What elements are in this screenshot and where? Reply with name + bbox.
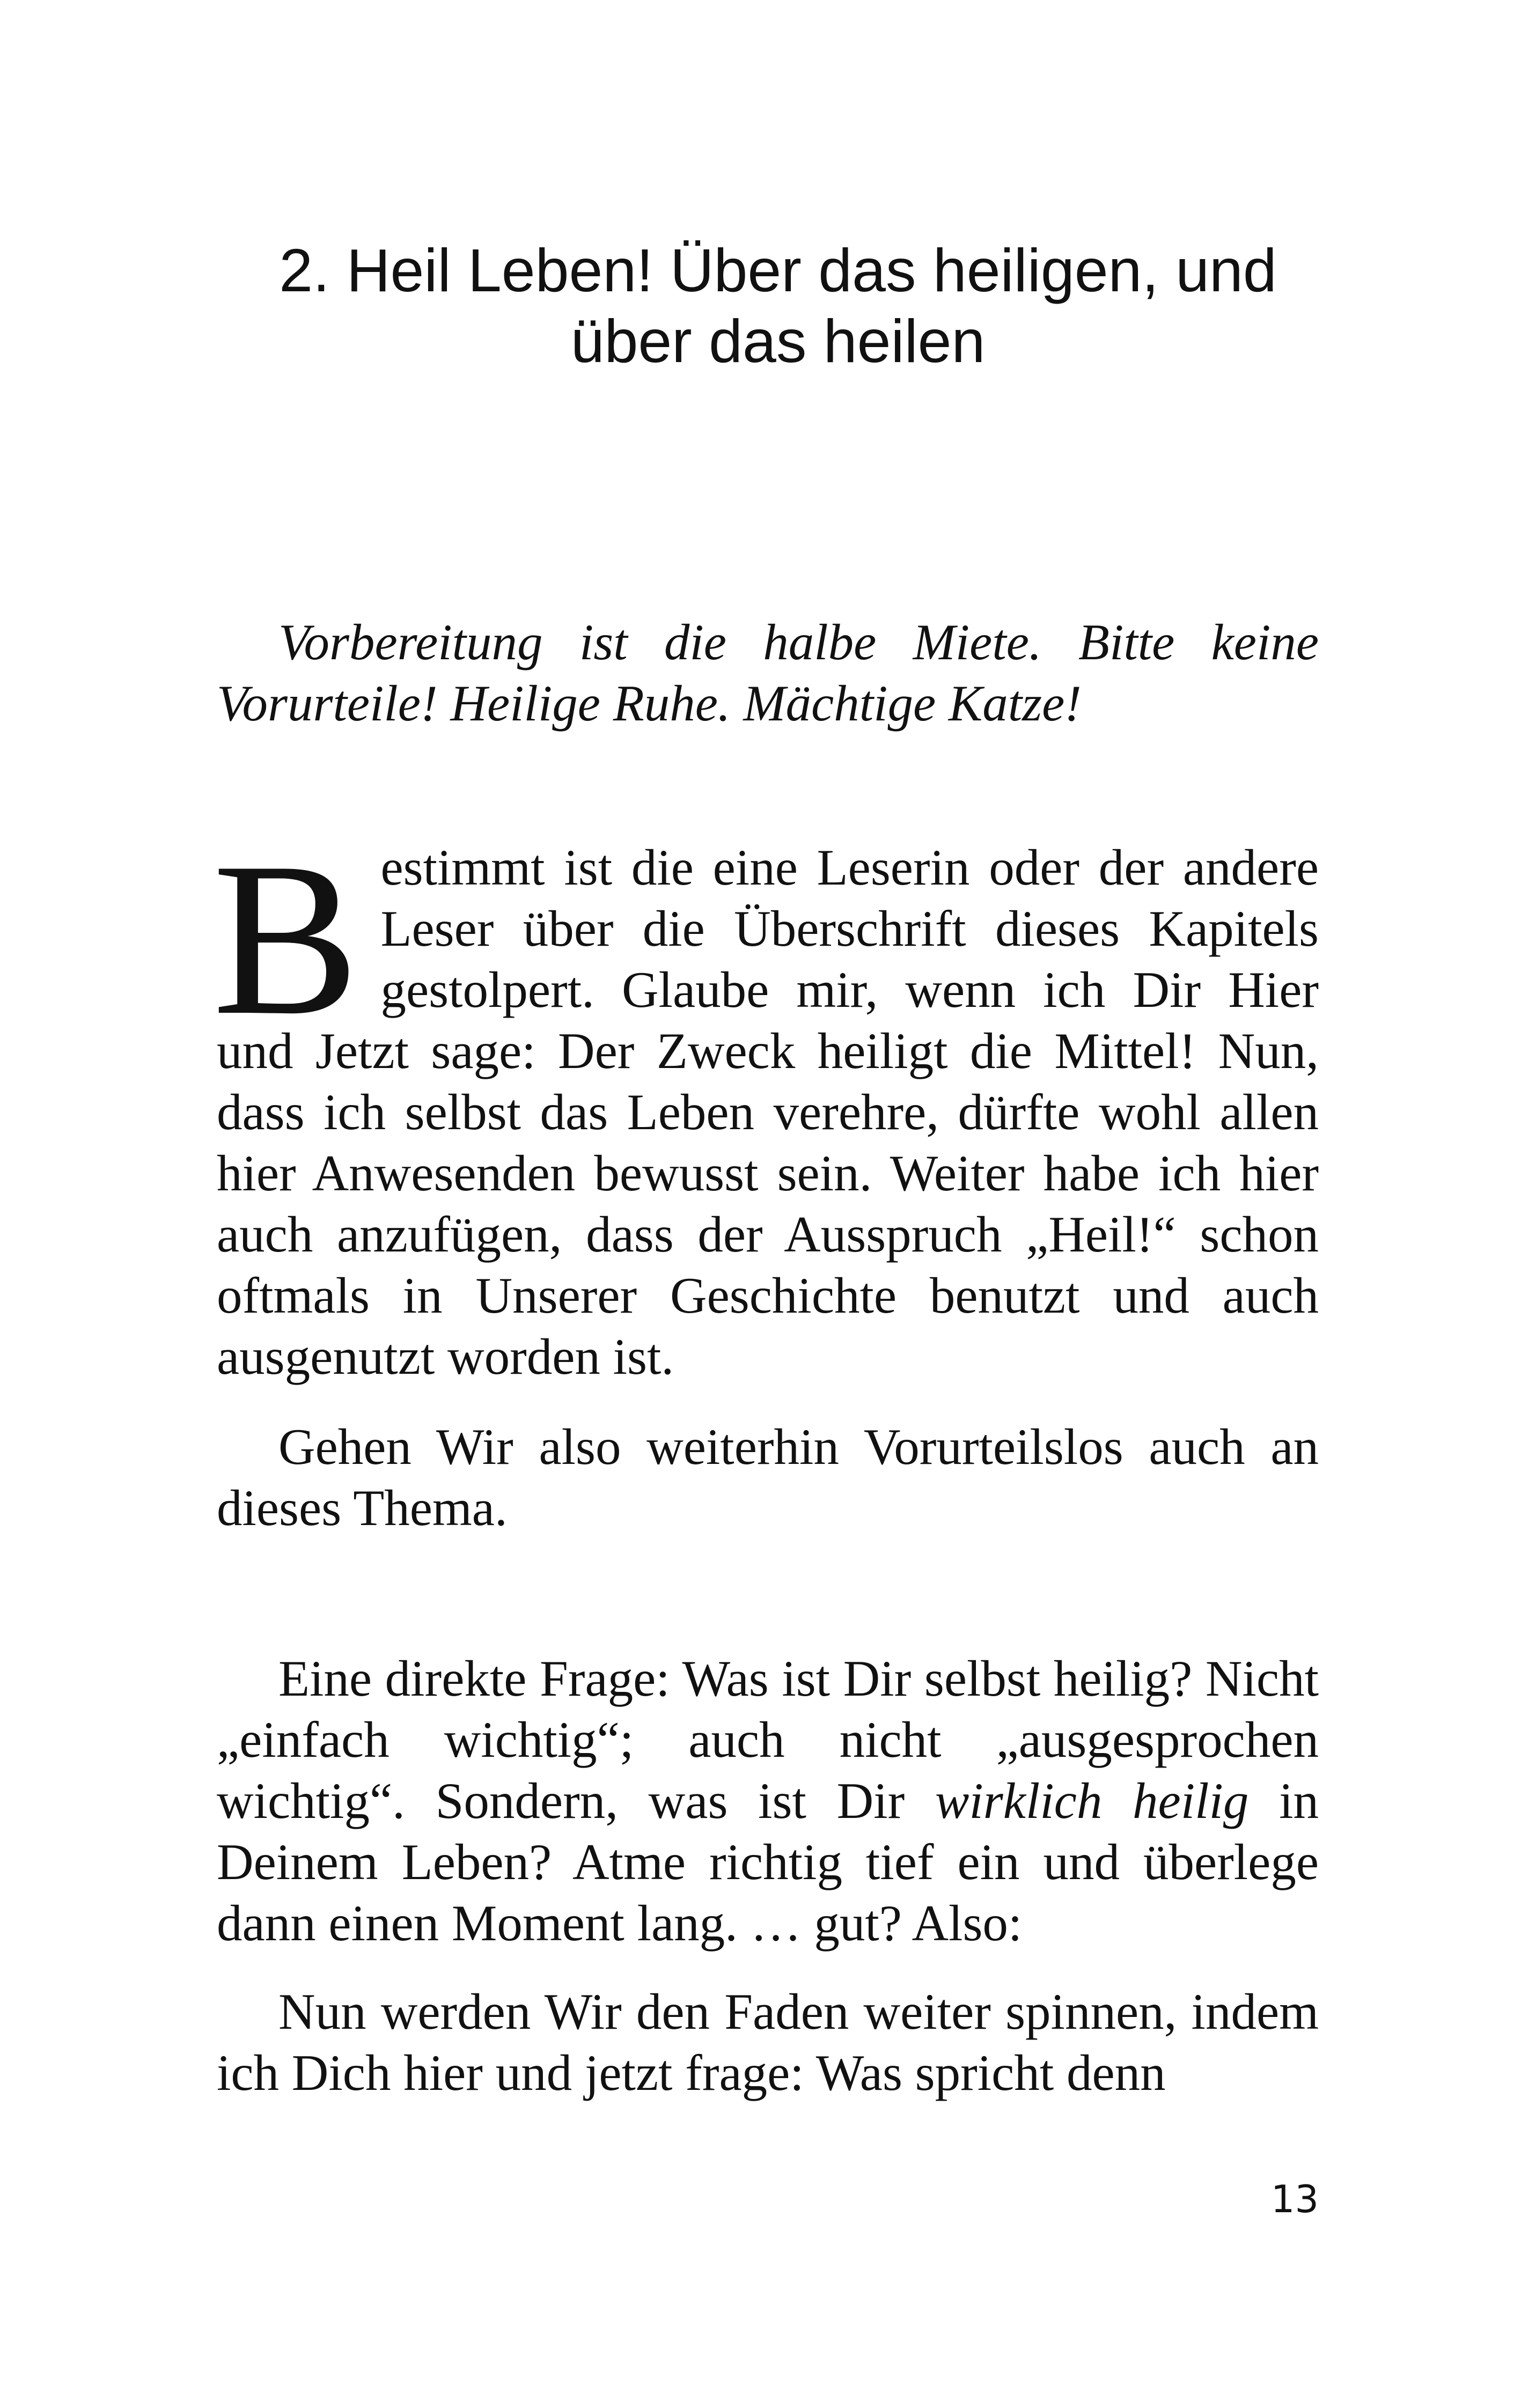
paragraph-3-emphasis: wirklich heilig — [935, 1772, 1249, 1829]
paragraph-1 — [212, 817, 1319, 1387]
paragraph-3 — [217, 1648, 1319, 1954]
paragraph-3-text-a: Eine direkte Frage: Was ist Dir selbst heilig? Nicht „einfach wichtig“; auch nicht „ausgesprochen wichtig“. Sondern, was ist Dir — [217, 1650, 1319, 1829]
epigraph: Vorbereitung ist die halbe Miete. Bitte keine Vorurteile! Heilige Ruhe. Mächtige Katze! — [217, 614, 1319, 732]
paragraph-4: Nun werden Wir den Faden weiter spinnen, indem ich Dich hier und jetzt frage: Was spricht denn — [217, 1983, 1319, 2101]
paragraph-2: Gehen Wir also weiterhin Vorurteilslos auch an dieses Thema. — [217, 1418, 1319, 1536]
paragraph-1-text: estimmt ist die eine Leserin oder der andere Leser über die Überschrift dieses Kapitels gestolpert. Glaube mir, wenn ich Dir Hier und Jetzt sage: Der Zweck heiligt die Mittel! Nun, dass ich selbst das Leben verehre, dürfte wohl allen hier Anwesenden bewusst sein. Weiter habe ich hier auch anzufügen, dass der Ausspruch „Heil!“ schon oftmals in Unserer Geschichte benutzt und auch ausgenutzt worden ist. — [217, 839, 1319, 1385]
page-number: 13 — [1270, 2177, 1319, 2221]
drop-cap: B — [212, 817, 359, 1061]
chapter-title-line-2: über das heilen — [570, 307, 986, 375]
chapter-title — [215, 235, 1341, 377]
paragraph-3-text-b: in Deinem Leben? Atme richtig tief ein und überlege dann einen Moment lang. … gut? Also: — [217, 1772, 1319, 1952]
chapter-title-line-1: 2. Heil Leben! Über das heiligen, und — [279, 237, 1277, 304]
